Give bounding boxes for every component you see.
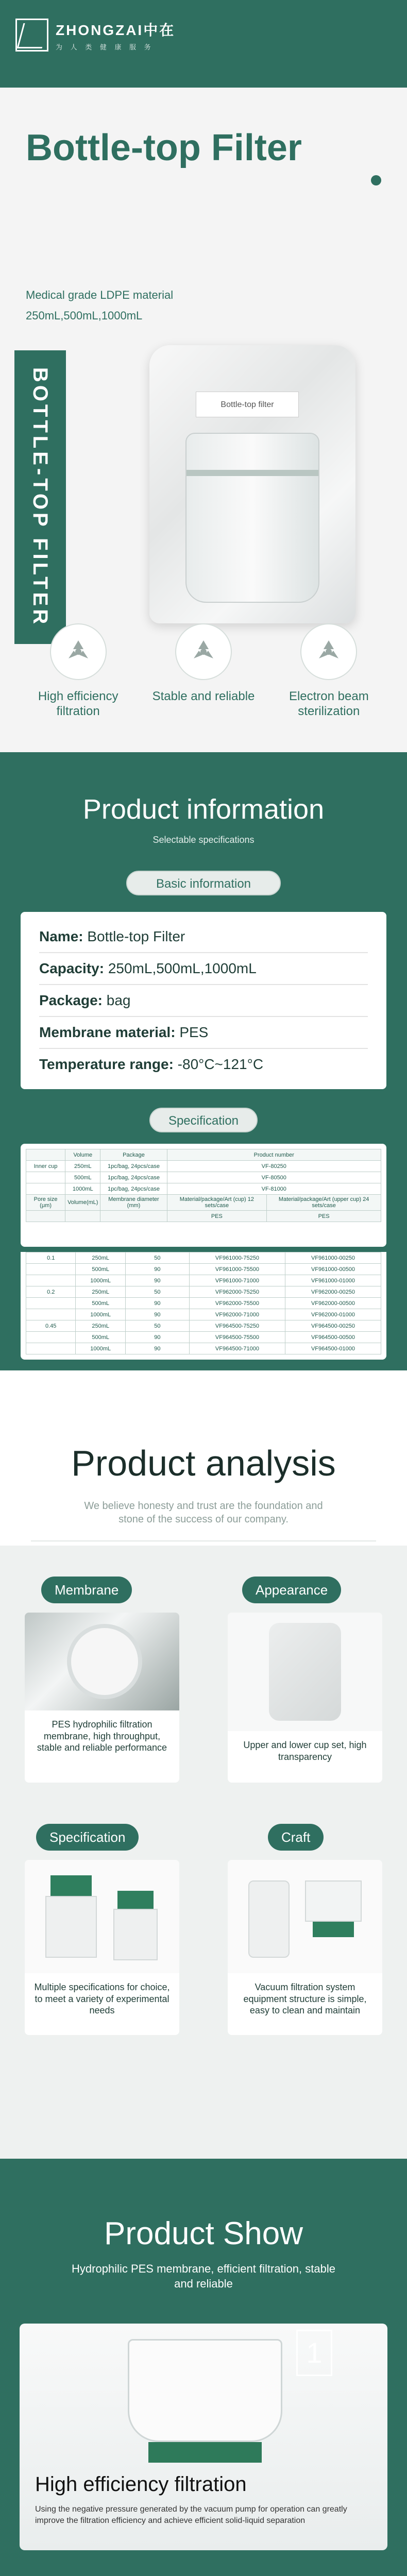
green-cap [50, 1875, 92, 1896]
table-header-cell: PES [167, 1211, 267, 1222]
feature-icon-circle [50, 623, 107, 680]
show-number-1: 1 [296, 2330, 332, 2376]
info-value: Bottle-top Filter [87, 928, 185, 944]
header-sub: 24 sets/case [312, 1196, 369, 1209]
table-header-cell: Product number [167, 1149, 381, 1161]
info-row-name [39, 921, 368, 953]
show-text: Using the negative pressure generated by the vacuum pump for operation can greatly improve the filtration efficiency and achieve efficient solid-liquid separation [35, 2505, 347, 2525]
specification-card [25, 1860, 179, 2035]
table-header-cell [26, 1211, 65, 1222]
table-row [26, 1275, 381, 1286]
craft-tag: Craft [268, 1824, 324, 1851]
table-cell [26, 1264, 76, 1275]
header-main: Material/package/Art (upper cup) [278, 1196, 362, 1202]
table-cell: VF961000-75250 [189, 1252, 285, 1264]
hero-title: Bottle-top Filter [26, 127, 302, 168]
section-subtitle: Hydrophilic PES membrane, efficient filtration, stable and reliable [72, 2262, 335, 2290]
table-cell: 1000mL [76, 1343, 125, 1354]
table-cell: VF961000-71000 [189, 1275, 285, 1286]
bag-label: Bottle-top filter [196, 392, 299, 417]
green-collar [313, 1922, 354, 1937]
membrane-disc [71, 1628, 138, 1695]
table-cell: VF961000-75500 [189, 1264, 285, 1275]
table-cell: VF964500-00500 [285, 1332, 381, 1343]
specification-pill: Specification [149, 1108, 258, 1132]
table-cell: 90 [125, 1309, 189, 1320]
table-cell: 1000mL [76, 1309, 125, 1320]
membrane-card [25, 1613, 179, 1783]
spec-rows-section [0, 1252, 407, 1370]
feature-icon-circle [300, 623, 357, 680]
table-cell: 50 [125, 1252, 189, 1264]
table-row [26, 1252, 381, 1264]
info-key: Name: [39, 928, 83, 944]
small-bottle [45, 1896, 97, 1958]
table-cell: VF962000-00250 [285, 1286, 381, 1298]
spec-rows-body [26, 1252, 381, 1354]
specification-image [25, 1860, 179, 1973]
table-cell: 500mL [76, 1332, 125, 1343]
vertical-banner-text: BOTTLE-TOP FILTER [29, 367, 52, 628]
product-information-section [0, 752, 407, 1252]
hero-volumes: 250mL,500mL,1000mL [26, 309, 143, 322]
info-value: PES [179, 1024, 209, 1040]
table-cell: VF964500-75500 [189, 1332, 285, 1343]
table-cell: 250mL [76, 1286, 125, 1298]
info-row-capacity [39, 953, 368, 985]
table-header-cell: Membrane diameter (mm) [100, 1195, 167, 1211]
hero-material: Medical grade LDPE material [26, 289, 174, 301]
table-cell: VF962000-71000 [189, 1309, 285, 1320]
table-header-cell [267, 1195, 381, 1211]
feature-item [147, 623, 260, 752]
specification-table-card [21, 1144, 386, 1247]
brand-logo[interactable] [15, 19, 175, 52]
info-key: Temperature range: [39, 1056, 174, 1072]
header-main: Material/package/Art (cup) [179, 1196, 246, 1202]
table-row [26, 1298, 381, 1309]
basic-information-card [21, 912, 386, 1089]
table-cell: VF964500-71000 [189, 1343, 285, 1354]
table-cell: VF961000-00500 [285, 1264, 381, 1275]
table-cell: 500mL [76, 1298, 125, 1309]
table-row [26, 1195, 381, 1211]
table-row [26, 1320, 381, 1332]
info-row-membrane [39, 1017, 368, 1049]
feature-list [0, 623, 407, 752]
bagged-bottle [269, 1623, 341, 1721]
filter-icon [64, 638, 92, 666]
table-cell: 1000mL [65, 1183, 100, 1195]
specification-table [26, 1149, 381, 1222]
table-header-cell [167, 1195, 267, 1211]
green-cap [117, 1891, 154, 1909]
craft-description: Vacuum filtration system equipment structure is simple, easy to clean and maintain [243, 1982, 367, 2015]
membrane-tag: Membrane [41, 1577, 132, 1603]
table-cell: 0.2 [26, 1286, 76, 1298]
membrane-image [25, 1613, 179, 1710]
table-row [26, 1161, 381, 1172]
table-cell: Inner cup [26, 1161, 65, 1172]
table-cell: VF-80250 [167, 1161, 381, 1172]
table-cell: 90 [125, 1275, 189, 1286]
table-header-cell: Package [100, 1149, 167, 1161]
feature-label: High efficiency filtration [38, 689, 118, 718]
table-cell: VF964500-01000 [285, 1343, 381, 1354]
section-title: Product analysis [71, 1443, 336, 1483]
table-cell: 50 [125, 1320, 189, 1332]
table-row [26, 1264, 381, 1275]
filter-bottle [185, 433, 319, 603]
table-cell: 1pc/bag, 24pcs/case [100, 1172, 167, 1183]
green-collar [148, 2442, 262, 2463]
vertical-banner-text-wrap [14, 350, 66, 644]
table-cell: 500mL [76, 1264, 125, 1275]
brand-tagline: 为 人 类 健 康 服 务 [56, 43, 154, 51]
table-cell: VF-80500 [167, 1172, 381, 1183]
table-cell: VF962000-75500 [189, 1298, 285, 1309]
hero-section [0, 0, 407, 752]
table-cell [26, 1183, 65, 1195]
table-cell: VF964500-00250 [285, 1320, 381, 1332]
table-row [26, 1309, 381, 1320]
appearance-tag: Appearance [242, 1577, 341, 1603]
table-cell [26, 1309, 76, 1320]
info-value: bag [106, 992, 131, 1008]
appearance-card [228, 1613, 382, 1783]
table-header-cell: Pore size (μm) [26, 1195, 65, 1211]
section-title: Product Show [104, 2216, 303, 2251]
table-cell: 1pc/bag, 24pcs/case [100, 1161, 167, 1172]
product-photo [118, 340, 386, 629]
table-cell: 90 [125, 1332, 189, 1343]
bottle [248, 1880, 290, 1958]
bottle-band [186, 470, 318, 476]
specification-tag: Specification [36, 1824, 139, 1851]
table-cell [26, 1172, 65, 1183]
filter-cup [305, 1880, 362, 1922]
feature-item [22, 623, 135, 752]
info-row-temperature [39, 1049, 368, 1080]
brand-name: ZHONGZAI中在 [56, 22, 176, 38]
table-row [26, 1211, 381, 1222]
small-bottle [113, 1909, 158, 1960]
feature-icon-circle [175, 623, 232, 680]
table-cell [26, 1343, 76, 1354]
spec-rows-card [21, 1252, 386, 1360]
decorative-dot-icon [371, 175, 381, 185]
craft-image [228, 1860, 382, 1973]
spec-rows-table [26, 1252, 381, 1354]
table-row [26, 1332, 381, 1343]
craft-card [228, 1860, 382, 2035]
table-cell: 250mL [76, 1320, 125, 1332]
info-row-package [39, 985, 368, 1017]
product-show-section [0, 2159, 407, 2576]
table-row [26, 1286, 381, 1298]
membrane-description: PES hydrophilic filtration membrane, high throughput, stable and reliable performance [37, 1719, 167, 1753]
table-header-cell: Volume [65, 1149, 100, 1161]
table-row [26, 1149, 381, 1161]
table-cell: VF961000-00250 [285, 1252, 381, 1264]
table-cell [26, 1275, 76, 1286]
feature-item [272, 623, 385, 752]
header-sub: 12 sets/case [205, 1196, 255, 1209]
info-key: Capacity: [39, 960, 105, 976]
feature-label: Electron beam sterilization [289, 689, 369, 718]
table-header-cell [100, 1211, 167, 1222]
table-cell: 500mL [65, 1172, 100, 1183]
table-cell: 0.1 [26, 1252, 76, 1264]
table-header-cell: Volume(mL) [65, 1195, 100, 1211]
filter-cup-image [128, 2339, 282, 2442]
shield-icon [190, 638, 217, 666]
table-row [26, 1183, 381, 1195]
table-cell [26, 1332, 76, 1343]
table-row [26, 1343, 381, 1354]
table-cell [26, 1298, 76, 1309]
specification-description: Multiple specifications for choice, to meet a variety of experimental needs [34, 1982, 170, 2015]
info-value: -80°C~121°C [177, 1056, 264, 1072]
section-subtitle: We believe honesty and trust are the foundation and stone of the success of our company. [84, 1500, 323, 1525]
table-cell: VF962000-01000 [285, 1309, 381, 1320]
radiation-icon [315, 638, 343, 666]
table-row [26, 1172, 381, 1183]
section-subtitle: Selectable specifications [152, 835, 255, 845]
table-cell: 250mL [65, 1161, 100, 1172]
table-cell: 90 [125, 1264, 189, 1275]
appearance-image [228, 1613, 382, 1731]
show-heading: High efficiency filtration [35, 2473, 247, 2496]
table-cell: VF-81000 [167, 1183, 381, 1195]
product-analysis-section [0, 1370, 407, 2159]
table-cell: 50 [125, 1286, 189, 1298]
table-cell: 0.45 [26, 1320, 76, 1332]
table-header-cell [26, 1149, 65, 1161]
table-header-cell [65, 1211, 100, 1222]
basic-information-pill: Basic information [126, 871, 281, 895]
section-title: Product information [82, 794, 325, 825]
table-cell: VF962000-00500 [285, 1298, 381, 1309]
table-cell: VF964500-75250 [189, 1320, 285, 1332]
info-value: 250mL,500mL,1000mL [108, 960, 257, 976]
info-key: Membrane material: [39, 1024, 176, 1040]
table-cell: 1000mL [76, 1275, 125, 1286]
logo-mark-icon [15, 19, 48, 52]
section-divider [31, 1540, 376, 1541]
table-cell: 90 [125, 1298, 189, 1309]
table-cell: 250mL [76, 1252, 125, 1264]
table-cell: VF962000-75250 [189, 1286, 285, 1298]
appearance-description: Upper and lower cup set, high transparency [243, 1740, 367, 1762]
feature-label: Stable and reliable [152, 689, 255, 703]
info-key: Package: [39, 992, 103, 1008]
table-header-cell: PES [267, 1211, 381, 1222]
table-cell: 1pc/bag, 24pcs/case [100, 1183, 167, 1195]
table-cell: VF961000-01000 [285, 1275, 381, 1286]
table-cell: 90 [125, 1343, 189, 1354]
